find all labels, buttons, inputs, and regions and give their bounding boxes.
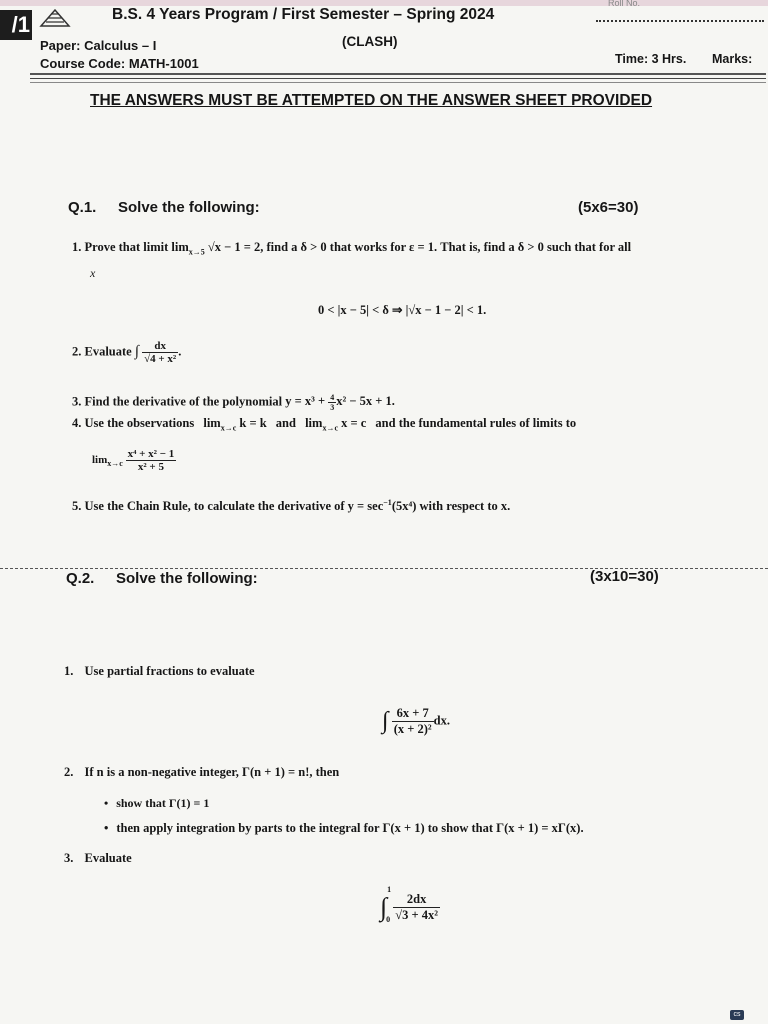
- q2-item-2: 2. If n is a non-negative integer, Γ(n + 1) = n!, then: [64, 765, 340, 779]
- q1-item-5: 5. Use the Chain Rule, to calculate the derivative of $y = \sec^{-1}(5x^4)$ with respect to x.: [72, 498, 511, 514]
- header-rule-3: [30, 82, 766, 83]
- paper-title: Paper: Calculus – I: [40, 38, 157, 53]
- q1-item-4-limit: $\lim_{x\to c}$ $\frac{\text{x⁴ + x² − 1}}{\text{x² + 5}}$: [92, 448, 175, 473]
- q1-item-1-display: 0 < |x − 5| < δ ⇒ |√x − 1 − 2| < 1.: [318, 303, 487, 317]
- program-title: B.S. 4 Years Program / First Semester – Spring 2024: [112, 6, 495, 23]
- q2-item-2-bullet-1: • show that Γ(1) = 1: [104, 796, 209, 811]
- q1-marks: (5x6=30): [578, 199, 639, 216]
- roll-no-field: [596, 20, 764, 22]
- course-code: Course Code: MATH-1001: [40, 56, 199, 71]
- header-rule-2: [30, 78, 766, 79]
- university-logo-icon: [38, 6, 72, 32]
- q1-item-1: 1. Prove that limit $\lim_{x\to 5} √x - 1 = 2$, find a δ > 0 that works for ε = 1. That is, find a δ > 0 such that for all: [72, 240, 632, 257]
- q2-item-2-bullet-2: • then apply integration by parts to the integral for Γ(x + 1) to show that Γ(x + 1) = xΓ(x).: [104, 821, 584, 836]
- instruction-banner: THE ANSWERS MUST BE ATTEMPTED ON THE ANSWER SHEET PROVIDED: [90, 92, 653, 109]
- scanner-badge: cs: [730, 1010, 744, 1020]
- q2-number: Q.2.: [66, 570, 95, 587]
- q1-item-3: 3. Find the derivative of the polynomial y = x³ + $\frac{4}{3}$ x² − 5x + 1.: [72, 393, 395, 412]
- clash-label: (CLASH): [342, 34, 398, 49]
- q2-marks: (3x10=30): [590, 568, 659, 585]
- q1-item-1-var: x: [90, 266, 96, 280]
- q1-item-2: 2. Evaluate ∫ $\frac{dx}{\text{√4 + x²}}$ .: [72, 340, 182, 365]
- header-rule-1: [30, 73, 766, 75]
- roll-no-label: Roll No.: [608, 0, 641, 8]
- marks-label: Marks:: [712, 52, 753, 66]
- q2-item-3: 3. Evaluate: [64, 851, 132, 865]
- q2-item-3-integral: ∫$^1_0$ $\frac{2dx}{\text{√3 + 4x²}}$: [380, 885, 438, 925]
- q1-item-4: 4. Use the observations $\lim_{x\to c} k = k$ and $\lim_{x\to c} x = c$ and the fundamental rules of limits to: [72, 416, 577, 433]
- q1-number: Q.1.: [68, 199, 97, 216]
- q2-item-1: 1. Use partial fractions to evaluate: [64, 664, 255, 678]
- q2-item-1-integral: ∫ $\frac{6x + 7}{\text{(x + 2)²}}$ dx.: [382, 706, 450, 736]
- page-corner-label: /1: [0, 10, 32, 40]
- time-label: Time: 3 Hrs.: [615, 52, 687, 66]
- q2-prompt: Solve the following:: [116, 570, 258, 587]
- q1-prompt: Solve the following:: [118, 199, 260, 216]
